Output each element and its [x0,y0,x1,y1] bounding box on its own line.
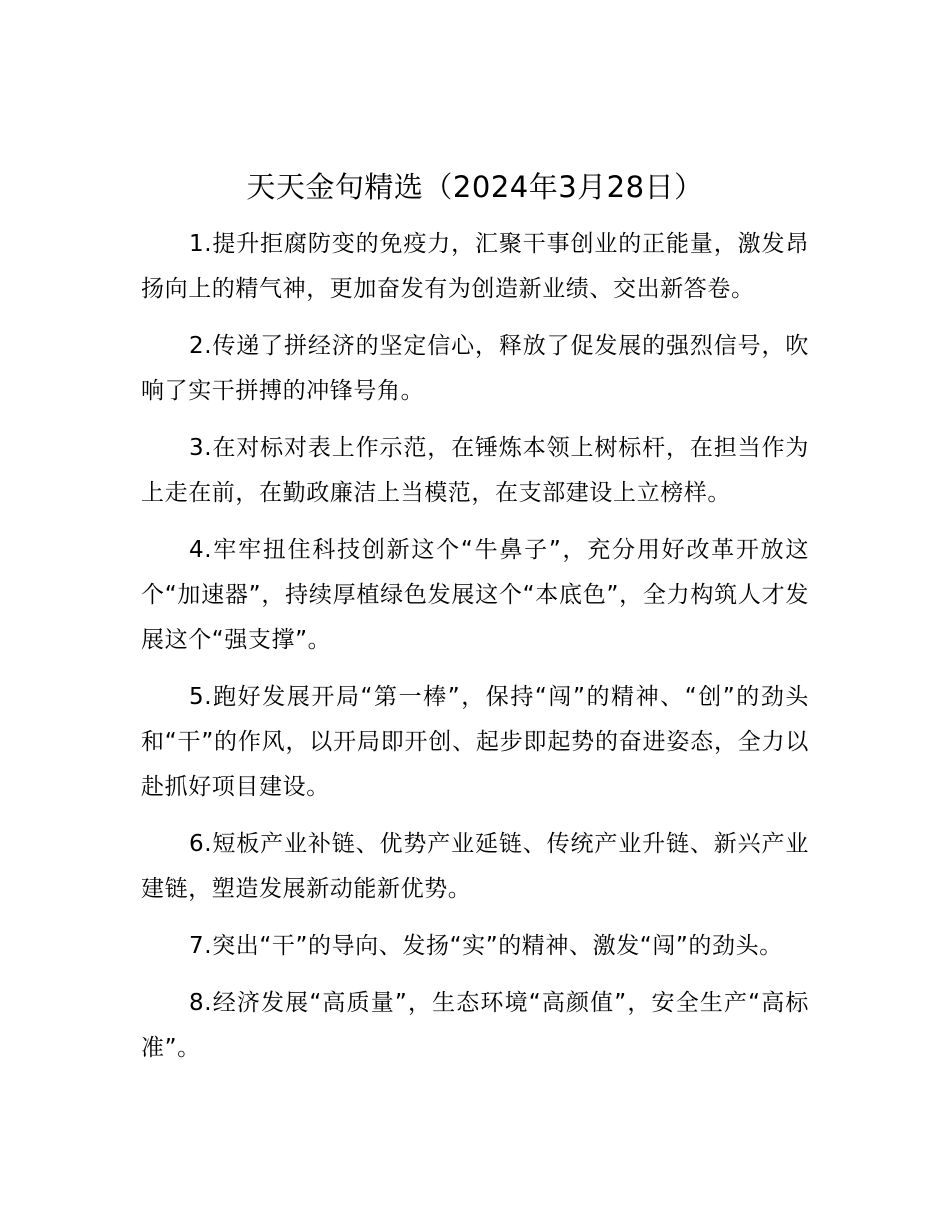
quote-item-7: 7.突出“干”的导向、发扬“实”的精神、激发“闯”的劲头。 [189,933,783,959]
quote-item-4: 4.牢牢扭住科技创新这个“牛鼻子”，充分用好改革开放这个“加速器”，持续厚植绿色发展这个“本底色”，全力构筑人才发展这个“强支撑”。 [141,537,809,653]
quote-item-5: 5.跑好发展开局“第一棒”，保持“闯”的精神、“创”的劲头和“干”的作风，以开局即开创、起步即起势的奋进姿态，全力以赴抓好项目建设。 [141,684,809,800]
quote-item-2: 2.传递了拼经济的坚定信心，释放了促发展的强烈信号，吹响了实干拼搏的冲锋号角。 [141,333,809,404]
quote-item-8: 8.经济发展“高质量”，生态环境“高颜值”，安全生产“高标准”。 [141,990,809,1061]
quote-item-6: 6.短板产业补链、优势产业延链、传统产业升链、新兴产业建链，塑造发展新动能新优势。 [141,831,809,902]
page-title: 天天金句精选（2024年3月28日） [246,170,704,204]
quote-item-1: 1.提升拒腐防变的免疫力，汇聚干事创业的正能量，激发昂扬向上的精气神，更加奋发有为创造新业绩、交出新答卷。 [141,231,809,302]
quote-item-3: 3.在对标对表上作示范，在锤炼本领上树标杆，在担当作为上走在前，在勤政廉洁上当模范，在支部建设上立榜样。 [141,435,809,506]
quote-list [141,222,809,1083]
